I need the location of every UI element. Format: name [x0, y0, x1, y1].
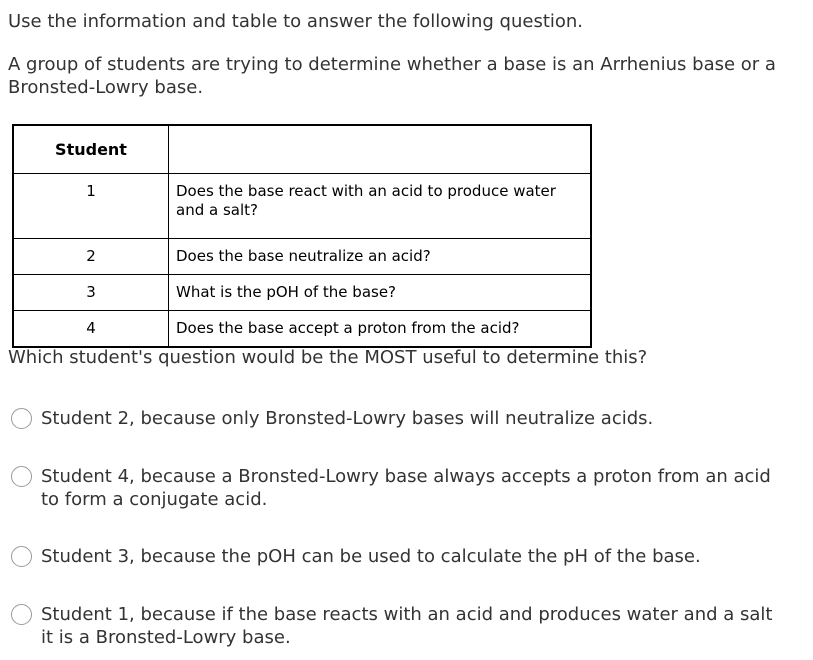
table-row [13, 275, 591, 311]
student-questions-table [12, 124, 592, 348]
student-question-cell: Does the base neutralize an acid? [169, 239, 592, 275]
stem-line-2: Bronsted-Lowry base. [8, 77, 204, 98]
choice-line-1: Student 1, because if the base reacts with an acid and produces water and a salt [41, 604, 773, 625]
table-row [13, 311, 591, 348]
student-number-cell: 2 [13, 239, 169, 275]
student-number-cell: 4 [13, 311, 169, 348]
student-question-cell: Does the base accept a proton from the acid? [169, 311, 592, 348]
student-number-cell: 3 [13, 275, 169, 311]
choice-line-2: to form a conjugate acid. [41, 489, 268, 510]
question-stem [8, 53, 776, 99]
student-question-cell [169, 174, 592, 239]
table-header-row [13, 125, 591, 174]
question-prompt: Which student's question would be the MOST useful to determine this? [8, 347, 648, 368]
radio-button-icon[interactable] [11, 546, 32, 567]
instructions-text: Use the information and table to answer the following question. [8, 11, 584, 32]
table-row [13, 239, 591, 275]
choice-label[interactable] [41, 465, 771, 511]
choice-line-1: Student 4, because a Bronsted-Lowry base always accepts a proton from an acid [41, 466, 771, 487]
student-question-cell: What is the pOH of the base? [169, 275, 592, 311]
question-line-2: and a salt? [176, 201, 258, 219]
choice-label[interactable] [41, 603, 773, 649]
radio-button-icon[interactable] [11, 466, 32, 487]
radio-button-icon[interactable] [11, 604, 32, 625]
student-number-cell: 1 [13, 174, 169, 239]
choice-label[interactable]: Student 3, because the pOH can be used to calculate the pH of the base. [41, 546, 701, 567]
stem-line-1: A group of students are trying to determine whether a base is an Arrhenius base or a [8, 54, 776, 75]
question-line-1: Does the base react with an acid to produce water [176, 182, 556, 200]
choice-label[interactable]: Student 2, because only Bronsted-Lowry bases will neutralize acids. [41, 408, 654, 429]
header-student: Student [13, 125, 169, 174]
radio-button-icon[interactable] [11, 408, 32, 429]
choice-line-2: it is a Bronsted-Lowry base. [41, 627, 291, 648]
table-row [13, 174, 591, 239]
header-question [169, 125, 592, 174]
